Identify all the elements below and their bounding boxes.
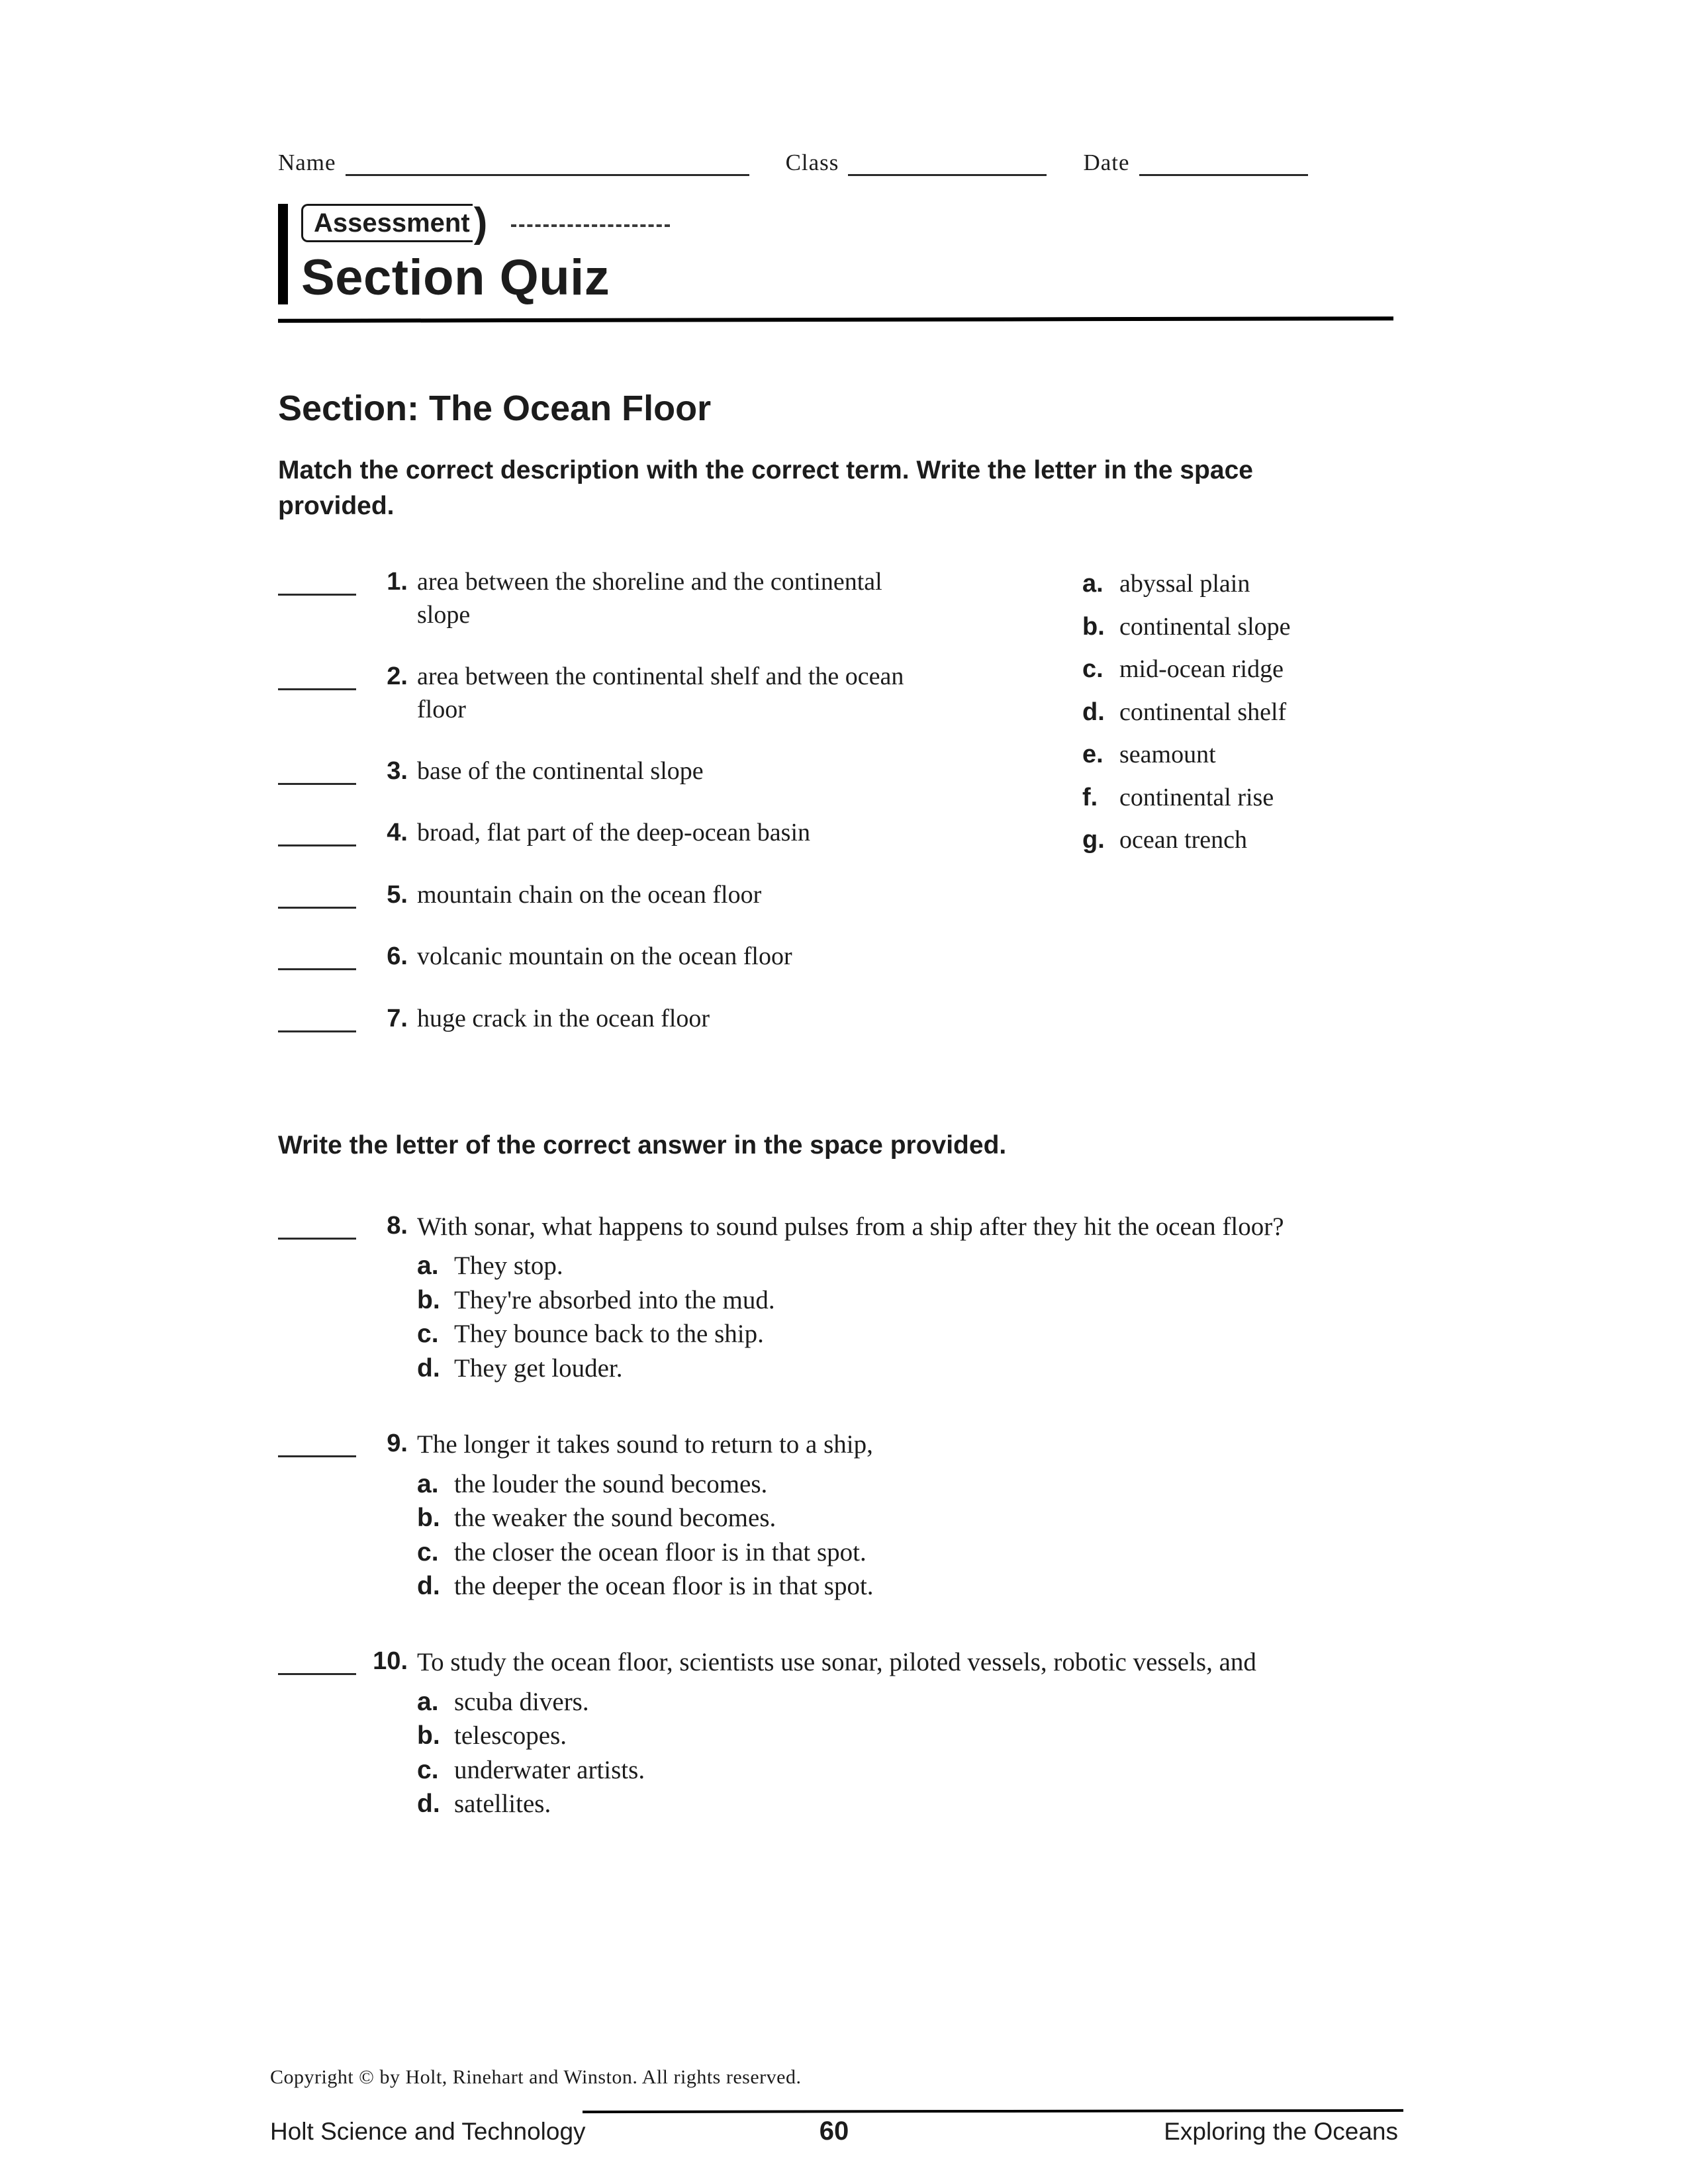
questions-section [278, 1210, 1393, 1821]
question-options [417, 1467, 874, 1604]
name-label: Name [278, 150, 336, 175]
option-letter: c. [417, 1537, 439, 1567]
chapter-title: Exploring the Oceans [1164, 2118, 1398, 2145]
term-item [1082, 697, 1393, 729]
option-letter: b. [417, 1721, 440, 1751]
term-text: continental slope [1119, 612, 1291, 641]
option-text: They're absorbed into the mud. [454, 1285, 775, 1314]
option-letter: b. [417, 1504, 440, 1533]
item-number: 1. [387, 568, 408, 596]
term-item [1082, 569, 1393, 600]
option-text: satellites. [454, 1790, 551, 1819]
term-letter: a. [1082, 570, 1103, 598]
question-body [417, 1428, 874, 1603]
footer-rule [583, 2109, 1403, 2113]
term-text: seamount [1119, 741, 1216, 769]
option-text: the louder the sound becomes. [454, 1469, 768, 1498]
term-item [1082, 825, 1393, 856]
item-number: 6. [387, 942, 408, 971]
term-letter: f. [1082, 783, 1098, 811]
question-number: 9. [387, 1430, 408, 1458]
class-label: Class [785, 150, 839, 175]
matching-item [278, 940, 1082, 973]
item-text: area between the shoreline and the continental slope [417, 568, 882, 629]
item-number: 7. [387, 1004, 408, 1032]
assessment-badge [301, 200, 670, 246]
option-letter: a. [417, 1251, 439, 1281]
answer-option [417, 1351, 1284, 1385]
option-letter: b. [417, 1285, 440, 1314]
term-text: continental shelf [1119, 698, 1287, 726]
answer-blank [278, 879, 356, 909]
term-letter: b. [1082, 612, 1105, 641]
term-item [1082, 739, 1393, 771]
class-blank-line [848, 149, 1047, 176]
matching-item [278, 755, 1082, 788]
answer-blank [278, 1428, 356, 1457]
matching-item [278, 566, 1082, 631]
term-item [1082, 654, 1393, 686]
option-text: They get louder. [454, 1353, 623, 1383]
answer-option [417, 1753, 1256, 1787]
item-number: 3. [387, 756, 408, 785]
matching-item [278, 879, 1082, 911]
date-blank-line [1139, 149, 1308, 176]
item-text: mountain chain on the ocean floor [417, 880, 762, 909]
item-text: volcanic mountain on the ocean floor [417, 942, 792, 971]
option-letter: a. [417, 1469, 439, 1498]
question-text: The longer it takes sound to return to a ship, [417, 1430, 873, 1459]
term-letter: e. [1082, 741, 1103, 769]
answer-option [417, 1535, 874, 1569]
item-text: huge crack in the ocean floor [417, 1004, 710, 1032]
term-letter: c. [1082, 655, 1103, 684]
answer-blank [278, 940, 356, 970]
matching-item [278, 817, 1082, 849]
answer-blank [278, 1210, 356, 1240]
question-body [417, 1645, 1256, 1821]
term-text: ocean trench [1119, 826, 1248, 854]
option-text: the deeper the ocean floor is in that spot. [454, 1571, 874, 1600]
term-letter: g. [1082, 826, 1105, 854]
item-text: base of the continental slope [417, 756, 704, 785]
question-body [417, 1210, 1284, 1385]
question-number: 8. [387, 1211, 408, 1240]
matching-items-column [278, 566, 1082, 1064]
option-letter: c. [417, 1320, 439, 1349]
section-heading: Section: The Ocean Floor [278, 388, 712, 428]
page-title: Section Quiz [301, 250, 610, 306]
answer-option [417, 1719, 1256, 1752]
answer-blank [278, 1645, 356, 1675]
option-text: the closer the ocean floor is in that spot. [454, 1537, 867, 1567]
term-text: continental rise [1119, 783, 1274, 811]
title-rule [278, 316, 1393, 323]
matching-item [278, 660, 1082, 726]
book-title: Holt Science and Technology [270, 2118, 586, 2145]
student-info-row [278, 149, 1393, 176]
answer-option [417, 1569, 874, 1603]
page-content [278, 149, 1393, 1864]
date-label: Date [1083, 150, 1130, 175]
option-letter: d. [417, 1353, 440, 1383]
option-text: scuba divers. [454, 1687, 589, 1716]
title-block [278, 200, 1393, 306]
term-item [1082, 612, 1393, 643]
item-number: 4. [387, 819, 408, 847]
answer-option [417, 1501, 874, 1535]
option-text: telescopes. [454, 1721, 567, 1751]
option-letter: d. [417, 1790, 440, 1819]
page-number: 60 [819, 2116, 849, 2146]
answer-option [417, 1249, 1284, 1283]
copyright-notice: Copyright © by Holt, Rinehart and Winston. All rights reserved. [270, 2066, 802, 2088]
option-text: underwater artists. [454, 1755, 645, 1784]
footer-row [270, 2116, 1398, 2146]
question [278, 1645, 1393, 1821]
item-number: 2. [387, 662, 408, 691]
item-text: broad, flat part of the deep-ocean basin [417, 819, 811, 847]
term-letter: d. [1082, 698, 1105, 726]
answer-blank [278, 755, 356, 785]
question-text: With sonar, what happens to sound pulses from a ship after they hit the ocean floor? [417, 1212, 1284, 1241]
term-text: mid-ocean ridge [1119, 655, 1284, 684]
term-text: abyssal plain [1119, 570, 1250, 598]
answer-blank [278, 1003, 356, 1032]
badge-dashes-decoration [511, 219, 670, 227]
option-text: They bounce back to the ship. [454, 1320, 764, 1349]
name-blank-line [346, 149, 749, 176]
mc-instructions: Write the letter of the correct answer in the space provided. [278, 1130, 1007, 1160]
terms-column [1082, 566, 1393, 1064]
answer-blank [278, 660, 356, 690]
answer-blank [278, 566, 356, 596]
option-letter: c. [417, 1755, 439, 1784]
matching-section [278, 566, 1393, 1064]
option-letter: a. [417, 1687, 439, 1716]
option-letter: d. [417, 1571, 440, 1600]
badge-paren-decoration: ) [473, 200, 488, 246]
answer-option [417, 1317, 1284, 1351]
assessment-badge-label: Assessment [301, 204, 473, 242]
item-text: area between the continental shelf and the ocean floor [417, 662, 904, 723]
option-text: the weaker the sound becomes. [454, 1504, 776, 1533]
question-options [417, 1685, 1256, 1821]
answer-blank [278, 817, 356, 846]
question [278, 1210, 1393, 1385]
option-text: They stop. [454, 1251, 563, 1281]
question-options [417, 1249, 1284, 1385]
answer-option [417, 1787, 1256, 1821]
question-text: To study the ocean floor, scientists use sonar, piloted vessels, robotic vessels, and [417, 1648, 1256, 1677]
term-item [1082, 782, 1393, 814]
item-number: 5. [387, 880, 408, 909]
question-number: 10. [373, 1647, 408, 1676]
answer-option [417, 1283, 1284, 1317]
matching-item [278, 1003, 1082, 1035]
question [278, 1428, 1393, 1603]
matching-instructions: Match the correct description with the correct term. Write the letter in the space provided. [278, 455, 1253, 520]
answer-option [417, 1467, 874, 1501]
answer-option [417, 1685, 1256, 1719]
